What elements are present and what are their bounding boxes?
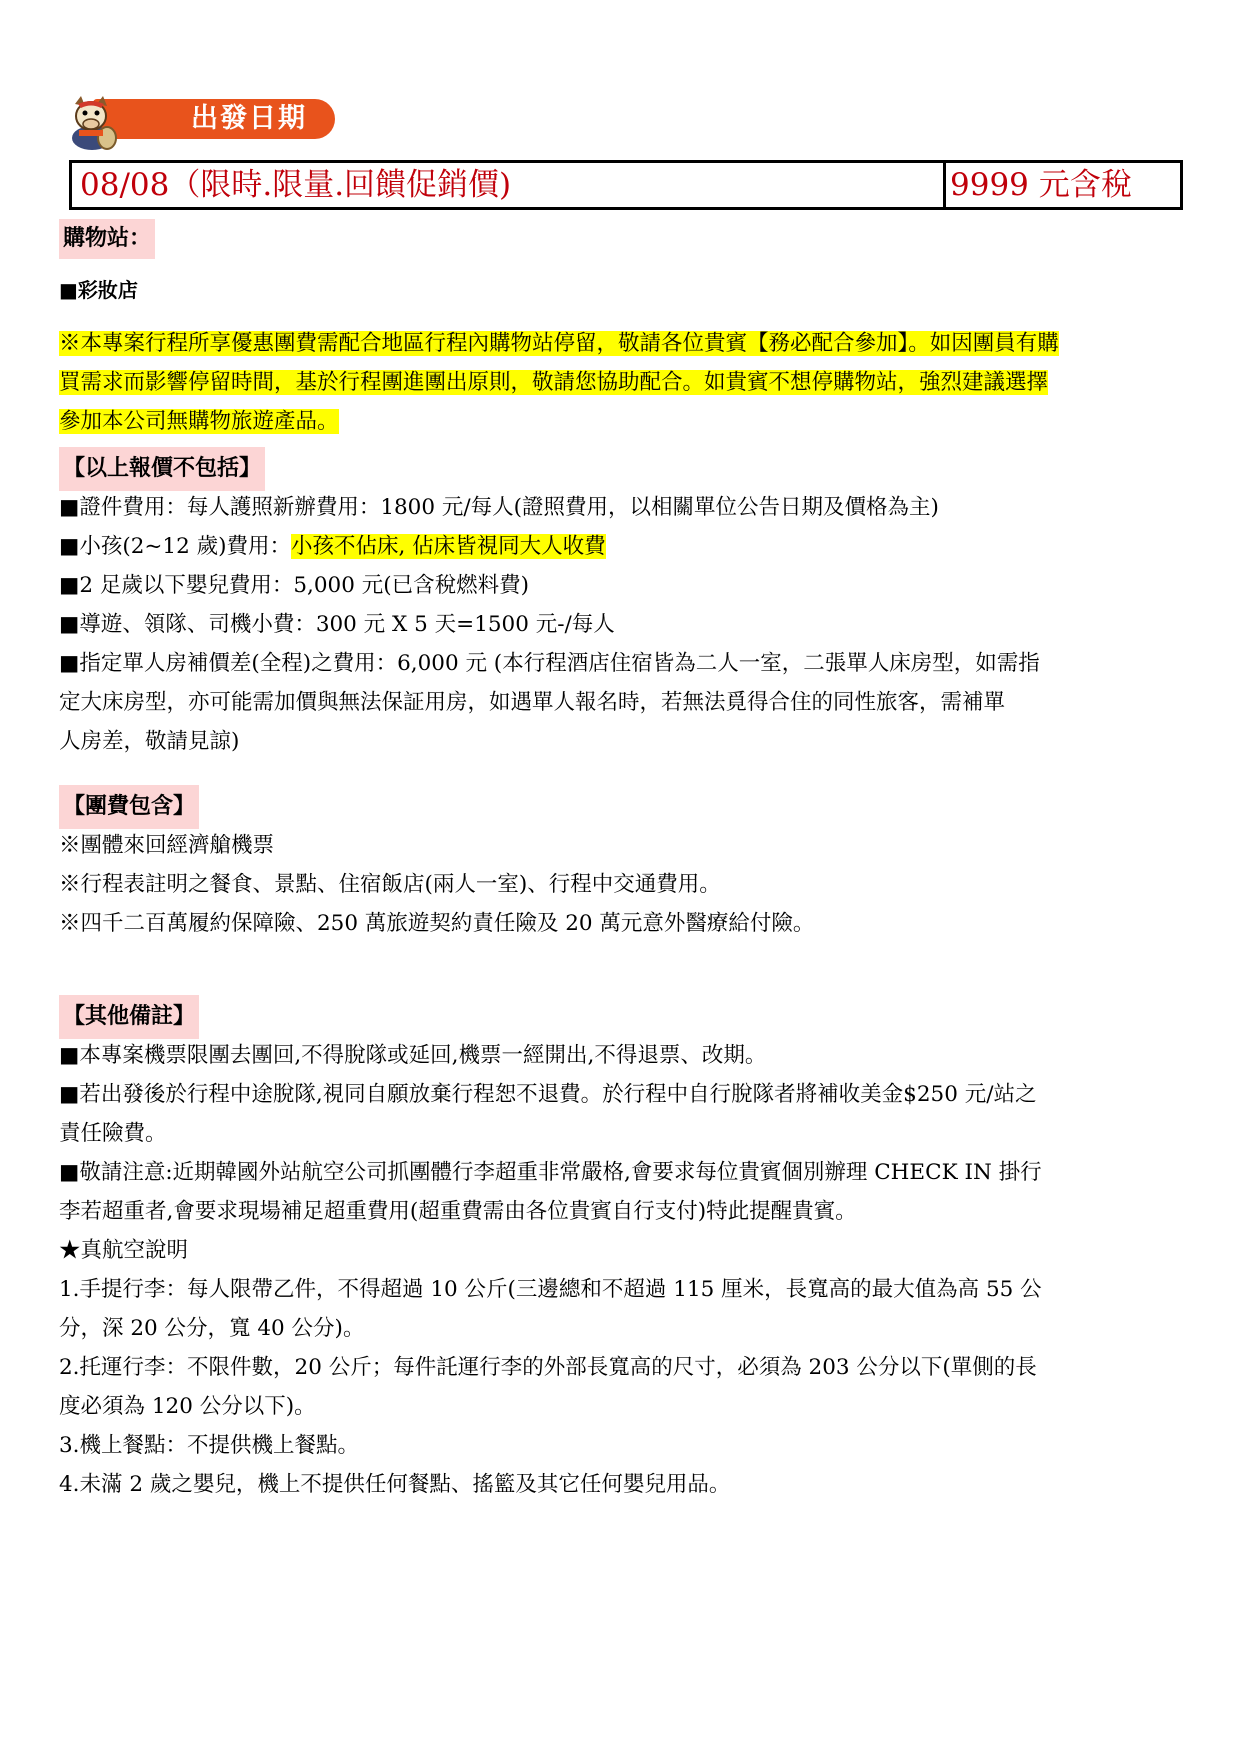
shopping-notice-line: 買需求而影響停留時間，基於行程團進團出原則，敬請您協助配合。如貴賓不想停購物站，強烈建議選擇 [59, 370, 1049, 395]
note-line: 李若超重者,會要求現場補足超重費用(超重費需由各位貴賓自行支付)特此提醒貴賓。 [59, 1199, 857, 1224]
shopping-notice [59, 324, 1059, 441]
departure-title: 出發日期 [93, 99, 335, 139]
departure-date: 08/08（限時.限量.回饋促銷價) [72, 163, 946, 207]
note-line: ★真航空說明 [59, 1238, 189, 1263]
notes-heading-wrap [59, 995, 199, 1039]
notes-list [59, 1036, 1042, 1504]
note-line: 責任險費。 [59, 1121, 167, 1146]
note-line: 3.機上餐點：不提供機上餐點。 [59, 1433, 360, 1458]
note-line: ■敬請注意:近期韓國外站航空公司抓團體行李超重非常嚴格,會要求每位貴賓個別辦理 CHECK IN 掛行 [59, 1160, 1042, 1185]
departure-header [59, 92, 1184, 148]
child-fee [59, 527, 1040, 566]
included-heading-wrap [59, 785, 199, 829]
infant-fee: ■2 足歲以下嬰兒費用：5,000 元(已含稅燃料費) [59, 573, 529, 598]
single-room-line: 人房差，敬請見諒) [59, 729, 240, 754]
included-item: ※行程表註明之餐食、景點、住宿飯店(兩人一室)、行程中交通費用。 [59, 872, 721, 897]
note-line: 2.托運行李：不限件數，20 公斤；每件託運行李的外部長寬高的尺寸，必須為 203 公分以下(單側的長 [59, 1355, 1037, 1380]
child-fee-label: ■小孩(2~12 歲)費用： [59, 534, 291, 559]
included-item: ※團體來回經濟艙機票 [59, 833, 275, 858]
note-line: ■本專案機票限團去團回,不得脫隊或延回,機票一經開出,不得退票、改期。 [59, 1043, 767, 1068]
included-heading: 【團費包含】 [59, 785, 199, 829]
shopping-notice-line: 參加本公司無購物旅遊產品。 [59, 409, 339, 434]
notes-heading: 【其他備註】 [59, 995, 199, 1039]
departure-price: 9999 元含稅 [950, 167, 1132, 203]
shopping-heading: 購物站： [59, 219, 155, 259]
note-line: ■若出發後於行程中途脫隊,視同自願放棄行程恕不退費。於行程中自行脫隊者將補收美金$250 元/站之 [59, 1082, 1037, 1107]
included-item: ※四千二百萬履約保障險、250 萬旅遊契約責任險及 20 萬元意外醫療給付險。 [59, 911, 815, 936]
tips-fee: ■導遊、領隊、司機小費：300 元 X 5 天=1500 元-/每人 [59, 612, 615, 637]
passport-fee: ■證件費用：每人護照新辦費用：1800 元/每人(證照費用，以相關單位公告日期及價格為主) [59, 495, 939, 520]
note-line: 分，深 20 公分，寬 40 公分)。 [59, 1316, 365, 1341]
note-line: 1.手提行李：每人限帶乙件，不得超過 10 公斤(三邊總和不超過 115 厘米，長寬高的最大值為高 55 公 [59, 1277, 1042, 1302]
shopping-notice-line: ※本專案行程所享優惠團費需配合地區行程內購物站停留，敬請各位貴賓【務必配合參加】。如因團員有購 [59, 331, 1059, 356]
child-fee-highlight: 小孩不佔床, 佔床皆視同大人收費 [290, 534, 606, 559]
single-room-line: 定大床房型，亦可能需加價與無法保証用房，如遇單人報名時，若無法覓得合住的同性旅客，需補單 [59, 690, 1006, 715]
single-room-line: ■指定單人房補價差(全程)之費用：6,000 元 (本行程酒店住宿皆為二人一室，二張單人床房型，如需指 [59, 651, 1040, 676]
shopping-store: ■彩妝店 [59, 278, 138, 302]
not-included-heading-wrap [59, 447, 265, 491]
not-included-list [59, 488, 1040, 761]
shopping-heading-wrap [59, 219, 155, 259]
note-line: 度必須為 120 公分以下)。 [59, 1394, 316, 1419]
note-line: 4.未滿 2 歲之嬰兒，機上不提供任何餐點、搖籃及其它任何嬰兒用品。 [59, 1472, 731, 1497]
not-included-heading: 【以上報價不包括】 [59, 447, 265, 491]
page [59, 92, 1184, 1497]
departure-table [69, 160, 1183, 210]
included-list [59, 826, 814, 943]
horse-mascot-icon [63, 94, 121, 152]
